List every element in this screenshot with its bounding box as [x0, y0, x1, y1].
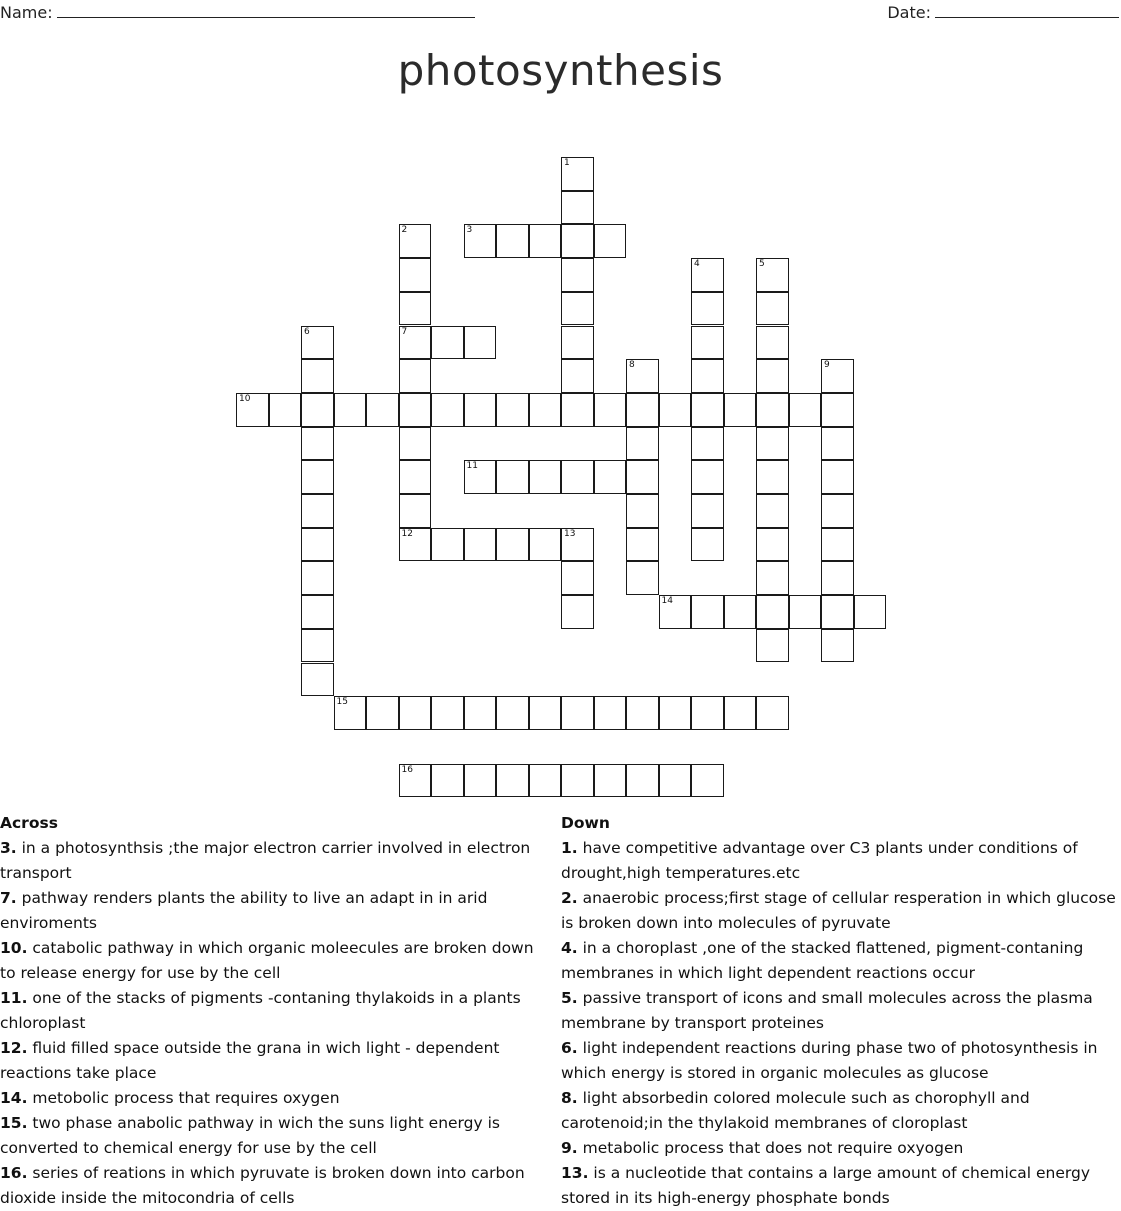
grid-cell[interactable] — [594, 224, 627, 258]
grid-cell[interactable] — [529, 528, 562, 562]
grid-cell[interactable] — [464, 764, 497, 798]
grid-cell[interactable] — [691, 326, 724, 360]
grid-cell[interactable] — [756, 258, 789, 292]
grid-cell[interactable] — [821, 460, 854, 494]
clue-number: 3. — [0, 839, 17, 857]
grid-cell[interactable] — [821, 595, 854, 629]
grid-cell[interactable] — [431, 696, 464, 730]
across-clue — [0, 1111, 545, 1161]
grid-cell[interactable] — [756, 696, 789, 730]
clue-number: 11. — [0, 989, 28, 1007]
grid-cell[interactable] — [301, 629, 334, 663]
grid-cell[interactable] — [691, 393, 724, 427]
grid-cell[interactable] — [464, 460, 497, 494]
grid-cell[interactable] — [334, 696, 367, 730]
grid-cell[interactable] — [821, 528, 854, 562]
across-clue — [0, 1086, 545, 1111]
grid-cell[interactable] — [464, 224, 497, 258]
down-clues — [561, 811, 1116, 1211]
grid-cell[interactable] — [561, 764, 594, 798]
clue-text: pathway renders plants the ability to live an adapt in in arid enviroments — [0, 889, 488, 932]
grid-cell[interactable] — [561, 595, 594, 629]
cell-number: 8 — [629, 360, 635, 371]
grid-cell[interactable] — [561, 696, 594, 730]
clue-number: 1. — [561, 839, 578, 857]
grid-cell[interactable] — [821, 393, 854, 427]
grid-cell[interactable] — [399, 224, 432, 258]
down-clue — [561, 936, 1116, 986]
clue-text: anaerobic process;first stage of cellular resperation in which glucose is broken down into molecules of pyruvate — [561, 889, 1116, 932]
grid-cell[interactable] — [756, 326, 789, 360]
grid-cell[interactable] — [691, 528, 724, 562]
grid-cell[interactable] — [756, 359, 789, 393]
down-clue — [561, 986, 1116, 1036]
across-clue — [0, 886, 545, 936]
cell-number: 15 — [336, 697, 348, 708]
grid-cell[interactable] — [464, 393, 497, 427]
down-clue-list — [561, 836, 1116, 1211]
page-title: photosynthesis — [397, 46, 724, 95]
cell-number: 12 — [401, 528, 413, 539]
grid-cell[interactable] — [626, 561, 659, 595]
clue-text: catabolic pathway in which organic moleecules are broken down to release energy for use by the cell — [0, 939, 534, 982]
clue-text: is a nucleotide that contains a large amount of chemical energy stored in its high-energy phosphate bonds — [561, 1164, 1091, 1207]
grid-cell[interactable] — [789, 595, 822, 629]
grid-cell[interactable] — [626, 494, 659, 528]
grid-cell[interactable] — [821, 427, 854, 461]
clue-number: 8. — [561, 1089, 578, 1107]
grid-cell[interactable] — [301, 528, 334, 562]
grid-cell[interactable] — [756, 528, 789, 562]
cell-number: 3 — [466, 225, 473, 236]
across-clue — [0, 836, 545, 886]
grid-cell[interactable] — [399, 393, 432, 427]
clue-text: passive transport of icons and small molecules across the plasma membrane by transport proteines — [561, 989, 1093, 1032]
grid-cell[interactable] — [399, 258, 432, 292]
grid-cell[interactable] — [301, 561, 334, 595]
grid-cell[interactable] — [756, 561, 789, 595]
grid-cell[interactable] — [691, 494, 724, 528]
down-heading: Down — [561, 814, 610, 832]
grid-cell[interactable] — [301, 595, 334, 629]
clue-text: in a photosynthsis ;the major electron carrier involved in electron transport — [0, 839, 531, 882]
grid-cell[interactable] — [561, 393, 594, 427]
grid-cell[interactable] — [691, 696, 724, 730]
down-clue — [561, 1136, 1116, 1161]
clue-number: 5. — [561, 989, 578, 1007]
grid-cell[interactable] — [626, 460, 659, 494]
cell-number: 6 — [304, 326, 310, 337]
grid-cell[interactable] — [756, 292, 789, 326]
clue-text: metobolic process that requires oxygen — [27, 1089, 340, 1107]
across-clue — [0, 1036, 545, 1086]
grid-cell[interactable] — [691, 460, 724, 494]
grid-cell[interactable] — [496, 393, 529, 427]
grid-cell[interactable] — [724, 696, 757, 730]
grid-cell[interactable] — [431, 393, 464, 427]
grid-cell[interactable] — [594, 696, 627, 730]
grid-cell[interactable] — [399, 427, 432, 461]
grid-cell[interactable] — [496, 460, 529, 494]
grid-cell[interactable] — [301, 326, 334, 360]
down-clue — [561, 1161, 1116, 1211]
clue-text: fluid filled space outside the grana in wich light - dependent reactions take place — [0, 1039, 500, 1082]
grid-cell[interactable] — [756, 494, 789, 528]
clue-text: series of reations in which pyruvate is broken down into carbon dioxide inside the mitocondria of cells — [0, 1164, 525, 1207]
grid-cell[interactable] — [301, 663, 334, 697]
down-clue — [561, 836, 1116, 886]
grid-cell[interactable] — [594, 764, 627, 798]
cell-number: 9 — [824, 360, 830, 371]
down-clue — [561, 886, 1116, 936]
grid-cell[interactable] — [659, 595, 692, 629]
clue-number: 2. — [561, 889, 578, 907]
grid-cell[interactable] — [821, 359, 854, 393]
grid-cell[interactable] — [464, 528, 497, 562]
grid-cell[interactable] — [399, 292, 432, 326]
clue-number: 12. — [0, 1039, 28, 1057]
grid-cell[interactable] — [626, 764, 659, 798]
grid-cell[interactable] — [464, 326, 497, 360]
down-clue — [561, 1086, 1116, 1136]
across-clue — [0, 936, 545, 986]
grid-cell[interactable] — [561, 561, 594, 595]
grid-cell[interactable] — [626, 528, 659, 562]
cell-number: 5 — [759, 259, 765, 270]
grid-cell[interactable] — [399, 326, 432, 360]
grid-cell[interactable] — [821, 629, 854, 663]
grid-cell[interactable] — [464, 696, 497, 730]
grid-cell[interactable] — [269, 393, 302, 427]
grid-cell[interactable] — [301, 494, 334, 528]
grid-cell[interactable] — [529, 764, 562, 798]
clue-text: light independent reactions during phase two of photosynthesis in which energy is stored in organic molecules as glucose — [561, 1039, 1098, 1082]
grid-cell[interactable] — [691, 359, 724, 393]
grid-cell[interactable] — [561, 191, 594, 225]
clue-text: have competitive advantage over C3 plants under conditions of drought,high temperatures.etc — [561, 839, 1078, 882]
cell-number: 13 — [564, 528, 576, 539]
grid-cell[interactable] — [334, 393, 367, 427]
grid-cell[interactable] — [561, 157, 594, 191]
across-clue — [0, 986, 545, 1036]
grid-cell[interactable] — [529, 460, 562, 494]
clue-text: one of the stacks of pigments -contaning thylakoids in a plants chloroplast — [0, 989, 521, 1032]
grid-cell[interactable] — [756, 427, 789, 461]
clue-text: two phase anabolic pathway in wich the suns light energy is converted to chemical energy for use by the cell — [0, 1114, 500, 1157]
grid-cell[interactable] — [691, 764, 724, 798]
cell-number: 4 — [694, 259, 700, 270]
grid-cell[interactable] — [399, 494, 432, 528]
cell-number: 1 — [564, 158, 570, 168]
grid-cell[interactable] — [496, 696, 529, 730]
grid-cell[interactable] — [399, 359, 432, 393]
grid-cell[interactable] — [659, 764, 692, 798]
name-label: Name: — [0, 3, 53, 22]
cell-number: 2 — [401, 225, 408, 236]
grid-cell[interactable] — [561, 224, 594, 258]
grid-cell[interactable] — [399, 528, 432, 562]
grid-cell[interactable] — [626, 696, 659, 730]
clue-number: 9. — [561, 1139, 578, 1157]
clue-number: 16. — [0, 1164, 28, 1182]
across-clues — [0, 811, 545, 1211]
grid-cell[interactable] — [301, 359, 334, 393]
grid-cell[interactable] — [659, 393, 692, 427]
grid-cell[interactable] — [821, 561, 854, 595]
grid-cell[interactable] — [236, 393, 269, 427]
cell-number: 14 — [661, 596, 673, 607]
grid-cell[interactable] — [529, 224, 562, 258]
grid-cell[interactable] — [561, 460, 594, 494]
cell-number: 16 — [401, 764, 413, 775]
across-clue-list — [0, 836, 545, 1211]
grid-cell[interactable] — [399, 764, 432, 798]
clue-number: 4. — [561, 939, 578, 957]
cell-number: 11 — [466, 461, 478, 472]
grid-cell[interactable] — [496, 528, 529, 562]
grid-cell[interactable] — [366, 696, 399, 730]
grid-cell[interactable] — [756, 460, 789, 494]
grid-cell[interactable] — [626, 393, 659, 427]
grid-cell[interactable] — [626, 427, 659, 461]
grid-cell[interactable] — [301, 393, 334, 427]
grid-cell[interactable] — [691, 595, 724, 629]
cell-number: 10 — [239, 393, 251, 404]
grid-cell[interactable] — [594, 460, 627, 494]
grid-cell[interactable] — [594, 393, 627, 427]
grid-cell[interactable] — [691, 292, 724, 326]
grid-cell[interactable] — [561, 258, 594, 292]
clue-number: 13. — [561, 1164, 589, 1182]
grid-cell[interactable] — [756, 393, 789, 427]
across-clue — [0, 1161, 545, 1211]
clue-number: 15. — [0, 1114, 28, 1132]
grid-cell[interactable] — [399, 696, 432, 730]
clue-text: metabolic process that does not require oxyogen — [577, 1139, 964, 1157]
grid-cell[interactable] — [529, 696, 562, 730]
date-label: Date: — [887, 3, 931, 22]
down-clue — [561, 1036, 1116, 1086]
grid-cell[interactable] — [561, 292, 594, 326]
clue-number: 14. — [0, 1089, 28, 1107]
cell-number: 7 — [401, 326, 408, 337]
grid-cell[interactable] — [431, 528, 464, 562]
grid-cell[interactable] — [431, 326, 464, 360]
clue-text: light absorbedin colored molecule such as chorophyll and carotenoid;in the thylakoid membranes of cloroplast — [561, 1089, 1030, 1132]
grid-cell[interactable] — [756, 629, 789, 663]
grid-cell[interactable] — [301, 460, 334, 494]
grid-cell[interactable] — [626, 359, 659, 393]
grid-cell[interactable] — [301, 427, 334, 461]
grid-cell[interactable] — [561, 359, 594, 393]
clue-number: 6. — [561, 1039, 578, 1057]
grid-cell[interactable] — [756, 595, 789, 629]
grid-cell[interactable] — [561, 326, 594, 360]
grid-cell[interactable] — [724, 595, 757, 629]
clue-text: in a choroplast ,one of the stacked flattened, pigment-contaning membranes in which light dependent reactions occur — [561, 939, 1084, 982]
grid-cell[interactable] — [854, 595, 887, 629]
grid-cell[interactable] — [431, 764, 464, 798]
grid-cell[interactable] — [561, 528, 594, 562]
grid-cell[interactable] — [691, 258, 724, 292]
grid-cell[interactable] — [399, 460, 432, 494]
grid-cell[interactable] — [691, 427, 724, 461]
clue-number: 10. — [0, 939, 28, 957]
grid-cell[interactable] — [529, 393, 562, 427]
grid-cell[interactable] — [659, 696, 692, 730]
across-heading: Across — [0, 814, 58, 832]
grid-cell[interactable] — [821, 494, 854, 528]
grid-cell[interactable] — [366, 393, 399, 427]
clue-number: 7. — [0, 889, 17, 907]
grid-cell[interactable] — [496, 224, 529, 258]
grid-cell[interactable] — [789, 393, 822, 427]
grid-cell[interactable] — [496, 764, 529, 798]
grid-cell[interactable] — [724, 393, 757, 427]
